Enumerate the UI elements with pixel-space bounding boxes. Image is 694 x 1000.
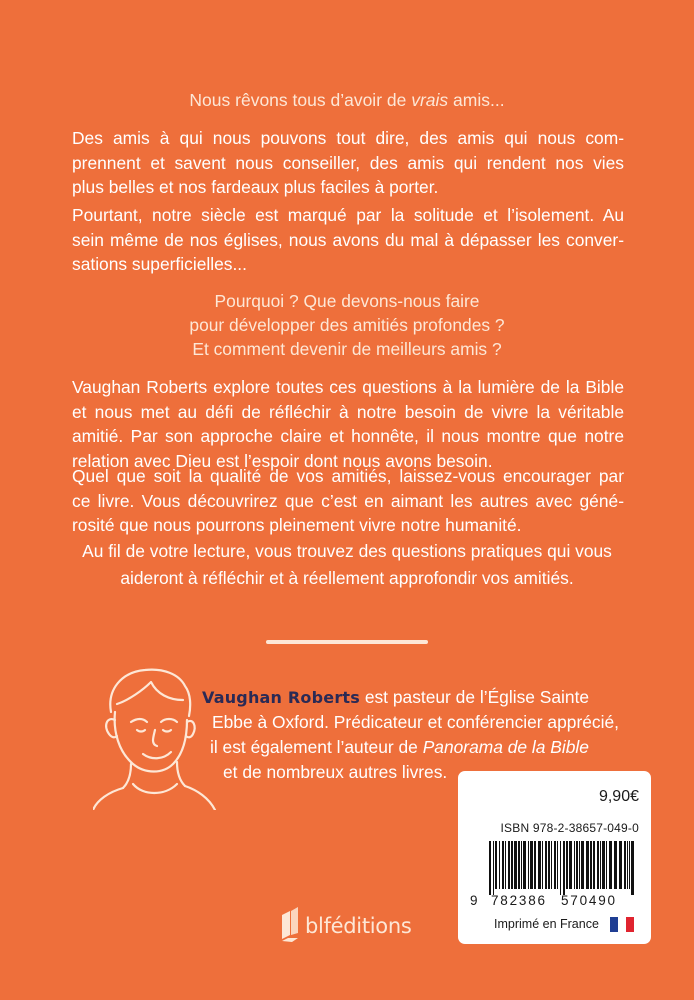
barcode-bar xyxy=(538,841,541,889)
question-line: Pourquoi ? Que devons-nous faire xyxy=(214,291,480,311)
questions-block xyxy=(0,289,694,361)
question-line: Et comment devenir de meilleurs amis ? xyxy=(192,339,502,359)
barcode-bar xyxy=(514,841,517,889)
barcode-bar xyxy=(606,841,607,889)
publisher-logo-text: blféditions xyxy=(305,914,412,938)
barcode-bar xyxy=(493,841,494,895)
barcode-bar xyxy=(518,841,520,889)
price-barcode-box xyxy=(458,771,651,944)
bio-text: est pasteur de l’Église Sainte xyxy=(359,687,590,707)
barcode-bar xyxy=(619,841,622,889)
barcode-bar xyxy=(511,841,513,889)
barcode-bar xyxy=(624,841,626,889)
barcode-bar xyxy=(551,841,552,889)
barcode xyxy=(489,841,636,895)
bio-line xyxy=(202,685,589,710)
barcode-bar xyxy=(581,841,584,889)
barcode-bar xyxy=(627,841,628,889)
barcode-bar xyxy=(631,841,634,895)
text-line: prennent et savent nous conseiller, des amis qui rendent nos vies xyxy=(72,152,624,173)
barcode-bar xyxy=(586,841,589,889)
book-title: Panorama de la Bible xyxy=(422,737,589,757)
barcode-bar xyxy=(590,841,592,889)
barcode-bar xyxy=(523,841,526,889)
barcode-bar xyxy=(560,841,561,895)
barcode-bar xyxy=(569,841,572,889)
text-line: rosité que nous pourrons pleinement vivre notre humanité. xyxy=(72,515,522,535)
text-line: Pourtant, notre siècle est marqué par la solitude et l’isolement. Au xyxy=(72,205,624,225)
barcode-bar xyxy=(563,841,565,895)
barcode-bar xyxy=(579,841,580,889)
barcode-bar xyxy=(576,841,578,889)
barcode-bar xyxy=(602,841,605,889)
text-line: relation avec Dieu est l’espoir dont nous avons besoin. xyxy=(72,450,493,471)
tagline xyxy=(0,89,694,111)
barcode-bar xyxy=(597,841,599,889)
author-name: Vaughan Roberts xyxy=(202,688,360,707)
barcode-bar xyxy=(505,841,506,889)
barcode-bar xyxy=(548,841,550,889)
barcode-digit-prefix: 9 xyxy=(470,893,480,908)
tagline-end: amis... xyxy=(448,90,505,110)
isbn: ISBN 978-2-38657-049-0 xyxy=(500,821,639,835)
barcode-bar xyxy=(495,841,497,889)
barcode-digits-right: 570490 xyxy=(561,893,617,908)
text-line: Des amis à qui nous pouvons tout dire, des amis qui nous com- xyxy=(72,128,624,148)
barcode-bar xyxy=(554,841,556,889)
text-line: et nous met au défi de réfléchir à notre besoin de vivre la véritable xyxy=(72,401,624,422)
tagline-start: Nous rêvons tous d’avoir de xyxy=(189,90,412,110)
text-line: ce livre. Vous découvrirez que c’est en aimant les autres avec géné- xyxy=(72,490,624,511)
bio-line: Ebbe à Oxford. Prédicateur et conférencier apprécié, xyxy=(212,712,619,732)
barcode-bar xyxy=(499,841,500,889)
barcode-bar xyxy=(530,841,533,889)
paragraph-author-explores xyxy=(72,375,624,473)
printed-in-label: Imprimé en France xyxy=(494,917,599,931)
barcode-digits-left: 782386 xyxy=(491,893,547,908)
question-line: pour développer des amitiés profondes ? xyxy=(189,315,505,335)
barcode-bar xyxy=(614,841,617,889)
barcode-bar xyxy=(528,841,529,889)
barcode-bar xyxy=(593,841,595,889)
text-line: sein même de nos églises, nous avons du mal à dépasser les conver- xyxy=(72,229,624,250)
barcode-bar xyxy=(629,841,630,889)
paragraph-questions-practical xyxy=(0,538,694,592)
barcode-bar xyxy=(542,841,543,889)
tagline-emphasis: vrais xyxy=(411,90,449,110)
text-line: sations superficielles... xyxy=(72,254,247,274)
text-line: amitié. Par son approche claire et honnête, il nous montre que notre xyxy=(72,426,624,446)
paragraph-encouragement xyxy=(72,464,624,538)
barcode-bar xyxy=(502,841,504,889)
paragraph-loneliness xyxy=(72,203,624,277)
barcode-bar xyxy=(545,841,547,889)
author-portrait-drawing xyxy=(93,660,218,810)
text-line: Au fil de votre lecture, vous trouvez des questions pratiques qui vous xyxy=(82,541,612,561)
barcode-bar xyxy=(534,841,536,889)
barcode-bar xyxy=(489,841,491,895)
barcode-bar xyxy=(521,841,522,889)
divider-line xyxy=(266,640,428,644)
paragraph-friends xyxy=(72,126,624,200)
france-flag-icon xyxy=(610,917,634,932)
price: 9,90€ xyxy=(598,788,639,805)
barcode-bar xyxy=(508,841,510,889)
barcode-bar xyxy=(609,841,612,889)
bio-text: il est également l’auteur de xyxy=(210,737,423,757)
text-line: aideront à réfléchir et à réellement approfondir vos amitiés. xyxy=(120,568,574,588)
barcode-bar xyxy=(566,841,568,889)
bio-line xyxy=(210,735,589,760)
text-line: Vaughan Roberts explore toutes ces questions à la lumière de la Bible xyxy=(72,377,624,397)
barcode-bar xyxy=(557,841,558,889)
barcode-bar xyxy=(574,841,575,889)
bio-line: et de nombreux autres livres. xyxy=(223,762,448,782)
text-line: plus belles et nos fardeaux plus faciles à porter. xyxy=(72,177,439,197)
barcode-bar xyxy=(600,841,601,889)
text-line: Quel que soit la qualité de vos amitiés, laissez-vous encourager par xyxy=(72,466,624,486)
